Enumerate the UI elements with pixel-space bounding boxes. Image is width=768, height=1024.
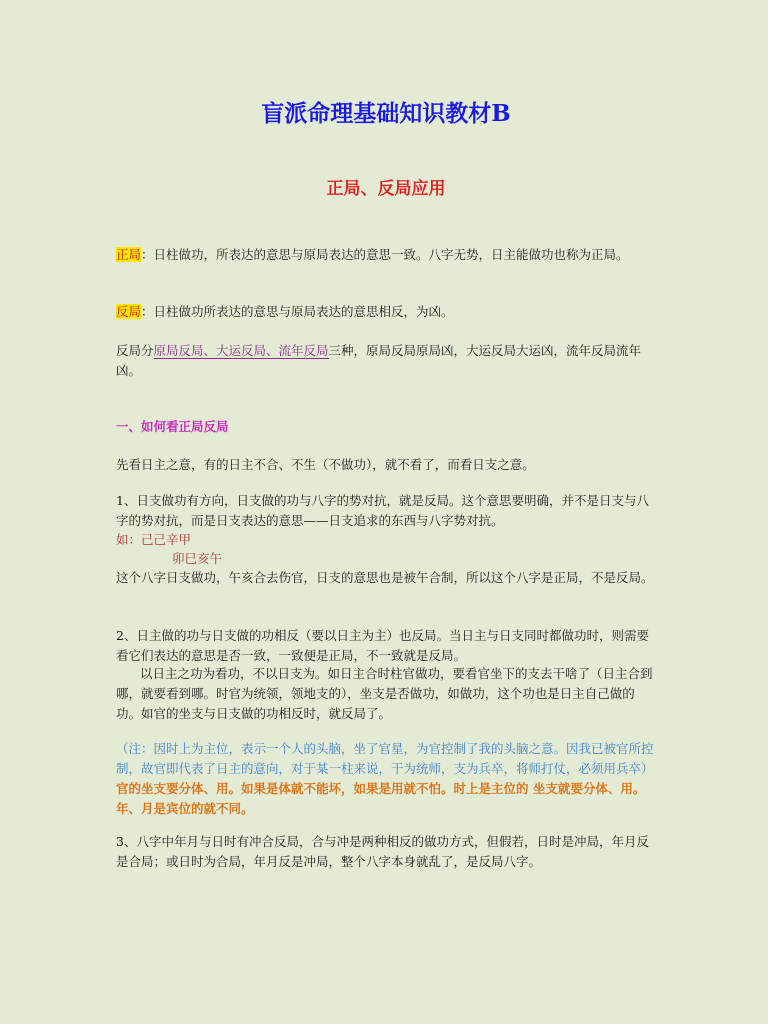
note-blue-text: （注：因时上为主位，表示一个人的头脑，坐了官星，为官控制了我的头脑之意。因我已被官所控制，故官即代表了日主的意向，对于某一柱来说，干为统师，支为兵卒，将师打仗，必须用兵卒） [116, 741, 654, 776]
zhengju-definition [116, 245, 656, 265]
section-heading-how-to: 一、如何看正局反局 [116, 419, 229, 434]
point-1-explanation: 这个八字日支做功，午亥合去伤官，日支的意思也是被午合制，所以这个八字是正局，不是反局。 [116, 570, 654, 585]
section-intro: 先看日主之意，有的日主不合、不生（不做功），就不看了，而看日支之意。 [116, 457, 535, 472]
point-2: 2、日主做的功与日支做的功相反（要以日主为主）也反局。当日主与日支同时都做功时，则需要看它们表达的意思是否一致，一致便是正局，不一致就是反局。 [116, 628, 649, 663]
zhengju-term: 正局 [116, 247, 142, 262]
section-subtitle: 正局、反局应用 [326, 179, 446, 199]
fanju-term: 反局 [116, 304, 142, 319]
point-3: 3、八字中年月与日时有冲合反局，合与冲是两种相反的做功方式，但假若，日时是冲局，年月反是合局；或日时为合局，年月反是冲局，整个八字本身就乱了，是反局八字。 [116, 834, 649, 869]
point-2-explanation: 以日主之功为看功，不以日支为。如日主合时柱官做功，要看官坐下的支去干啥了（日主合到哪，就要看到哪。时官为统领，领地支的），坐支是否做功，如做功，这个功也是日主自己做的功。如官的坐支与日支做的功相反时，就反局了。 [116, 666, 653, 721]
example-label: 如：己己辛甲 [116, 532, 192, 547]
fanju-types-suffix: 三种，原局反局原局凶，大运反局大运凶，流年反局流年凶。 [116, 343, 642, 378]
example-line-2: 卯巳亥午 [172, 551, 223, 566]
fanju-types-paragraph [116, 341, 656, 381]
fanju-types-list: 原局反局、大运反局、流年反局 [153, 343, 329, 358]
note-orange-text: 官的坐支要分体、用。如果是体就不能坏，如果是用就不怕。时上是主位的 坐支就要分体、用。年、月是宾位的就不同。 [116, 781, 646, 816]
fanju-text: ：日柱做功所表达的意思与原局表达的意思相反，为凶。 [141, 304, 454, 319]
zhengju-text: ：日柱做功，所表达的意思与原局表达的意思一致。八字无势，日主能做功也称为正局。 [141, 247, 629, 262]
fanju-definition [116, 302, 656, 322]
document-title: 盲派命理基础知识教材B [261, 100, 511, 127]
fanju-types-prefix: 反局分 [116, 343, 154, 358]
note-paragraph [116, 739, 656, 819]
point-1: 1、日支做功有方向，日支做的功与八字的势对抗，就是反局。这个意思要明确，并不是日支与八字的势对抗，而是日支表达的意思——日支追求的东西与八字势对抗。 [116, 493, 649, 528]
